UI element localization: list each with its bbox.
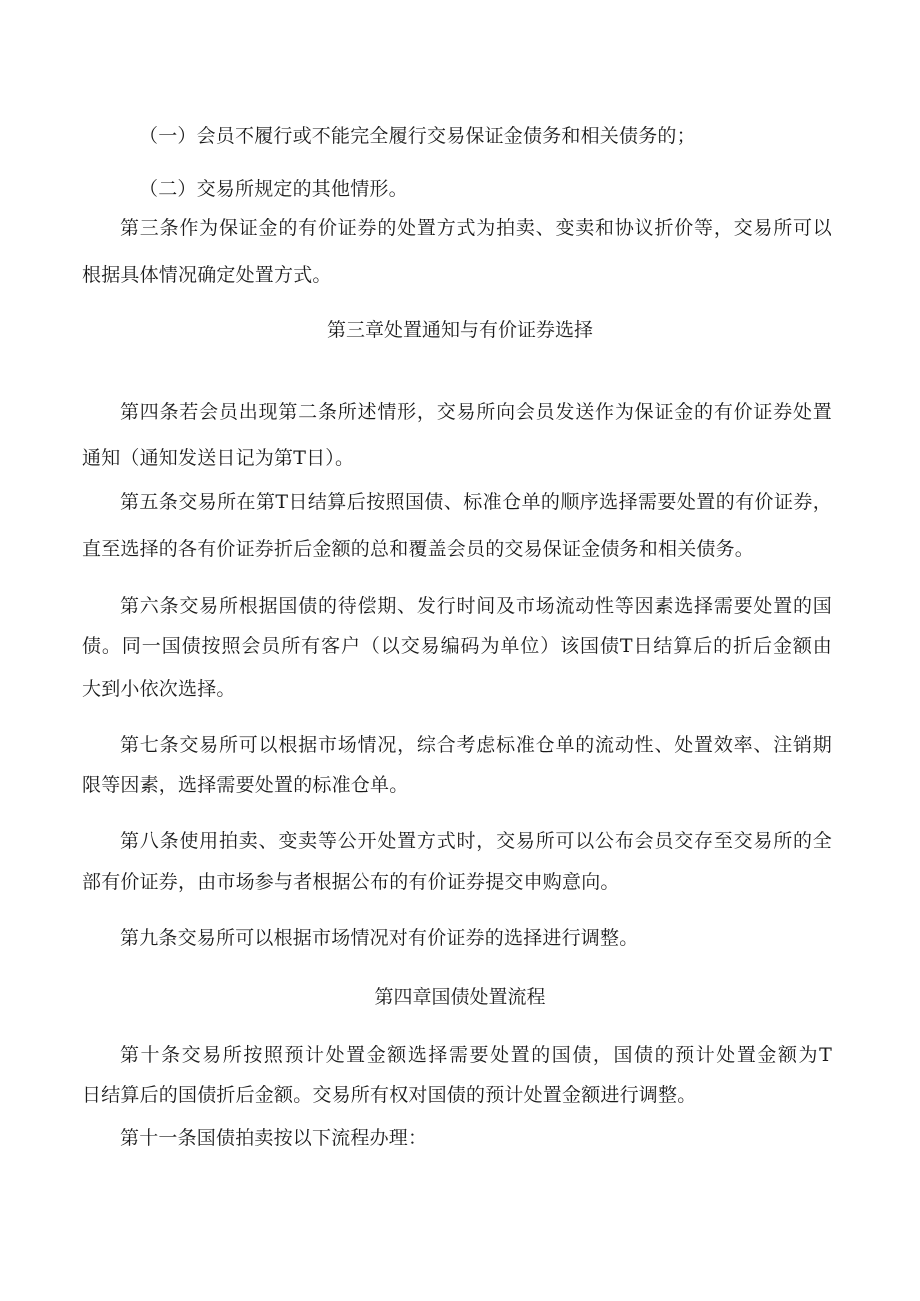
article-5-line-2: 直至选择的各有价证券折后金额的总和覆盖会员的交易保证金债务和相关债务。 <box>82 538 755 560</box>
article-7-line-2: 限等因素，选择需要处置的标准仓单。 <box>82 774 409 796</box>
article-6-line-2: 债。同一国债按照会员所有客户（以交易编码为单位）该国债T日结算后的折后金额由 <box>82 635 832 657</box>
article-11-line-1: 第十一条国债拍卖按以下流程办理： <box>120 1127 428 1149</box>
chapter-3-heading: 第三章处置通知与有价证券选择 <box>326 319 593 341</box>
article-6-line-3: 大到小依次选择。 <box>82 678 236 700</box>
article-8-line-1: 第八条使用拍卖、变卖等公开处置方式时，交易所可以公布会员交存至交易所的全 <box>120 830 832 852</box>
article-8-line-2: 部有价证券，由市场参与者根据公布的有价证券提交申购意向。 <box>82 871 620 893</box>
article-6-line-1: 第六条交易所根据国债的待偿期、发行时间及市场流动性等因素选择需要处置的国 <box>120 595 832 617</box>
article-4-line-1: 第四条若会员出现第二条所述情形，交易所向会员发送作为保证金的有价证券处置 <box>120 401 832 423</box>
article-4-line-2: 通知（通知发送日记为第T日）。 <box>82 447 355 469</box>
article-10-line-1: 第十条交易所按照预计处置金额选择需要处置的国债，国债的预计处置金额为T <box>120 1044 832 1066</box>
article-10-line-2: 日结算后的国债折后金额。交易所有权对国债的预计处置金额进行调整。 <box>82 1084 697 1106</box>
article-5-line-1: 第五条交易所在第T日结算后按照国债、标准仓单的顺序选择需要处置的有价证券， <box>120 491 832 513</box>
article-9-line-1: 第九条交易所可以根据市场情况对有价证券的选择进行调整。 <box>120 927 639 949</box>
clause-item-2: （二）交易所规定的其他情形。 <box>139 178 408 200</box>
article-3-line-1: 第三条作为保证金的有价证券的处置方式为拍卖、变卖和协议折价等，交易所可以 <box>120 217 832 239</box>
article-7-line-1: 第七条交易所可以根据市场情况，综合考虑标准仓单的流动性、处置效率、注销期 <box>120 734 832 756</box>
article-3-line-2: 根据具体情况确定处置方式。 <box>82 264 332 286</box>
chapter-4-heading: 第四章国债处置流程 <box>374 986 546 1008</box>
clause-item-1: （一）会员不履行或不能完全履行交易保证金债务和相关债务的； <box>139 125 696 147</box>
